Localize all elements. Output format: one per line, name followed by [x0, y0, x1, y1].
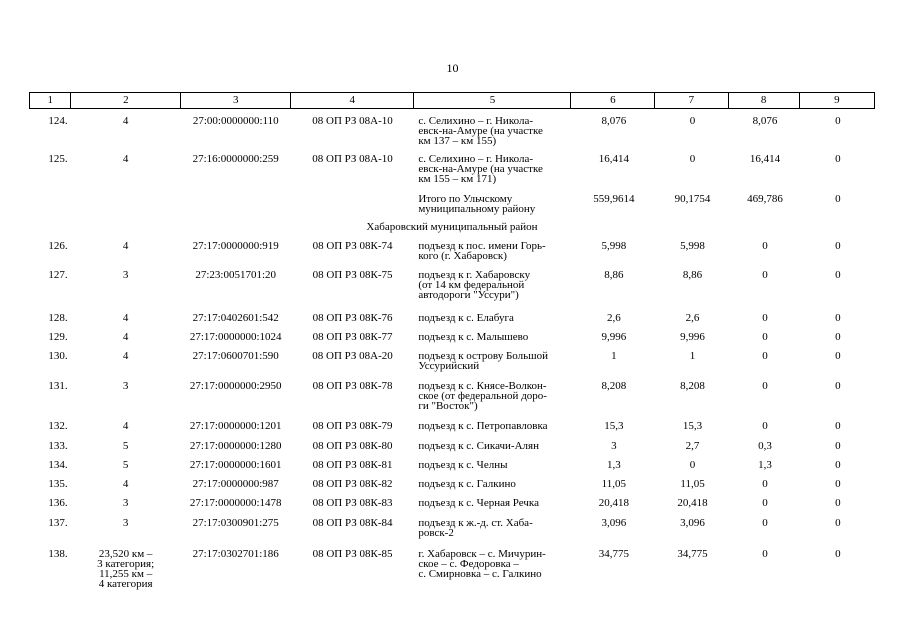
header-col-1: 1	[30, 93, 71, 108]
cadastral-number-cell: 27:17:0302701:186	[192, 548, 279, 560]
cadastral-number-cell: 27:17:0600701:590	[192, 350, 279, 362]
length-col-9-cell: 0	[835, 312, 841, 324]
length-total-cell: 8,86	[604, 269, 624, 281]
length-total-cell: 1	[611, 350, 617, 362]
road-name-cell: подъезд к пос. имени Горь- кого (г. Хабаровск)	[418, 240, 546, 262]
category-cell: 4	[122, 153, 129, 165]
length-col-9-cell: 0	[835, 331, 841, 343]
length-col-9-cell: 0	[835, 380, 841, 392]
header-col-4: 4	[291, 93, 414, 108]
length-col-7-cell: 8,86	[682, 269, 703, 281]
length-total-cell: 3,096	[601, 517, 627, 529]
table-row	[29, 479, 875, 489]
road-id-cell: 08 ОП РЗ 08К-78	[312, 380, 393, 392]
table-row	[29, 549, 875, 589]
road-name-cell: подъезд к с. Челны	[418, 459, 508, 471]
cadastral-number-cell: 27:23:0051701:20	[195, 269, 277, 281]
row-number-cell: 137.	[48, 517, 68, 529]
road-name-cell: подъезд к ж.-д. ст. Хаба- ровск-2	[418, 517, 533, 539]
road-id-cell: 08 ОП РЗ 08К-84	[312, 517, 393, 529]
table-row	[29, 518, 875, 538]
category-cell: 4	[122, 350, 129, 362]
row-number-cell: 130.	[48, 350, 68, 362]
length-col-8-cell: 0	[762, 548, 768, 560]
cadastral-number-cell: 27:17:0000000:2950	[189, 380, 282, 392]
length-col-8-cell: 0	[762, 240, 768, 252]
cadastral-number-cell: 27:17:0000000:1280	[189, 440, 282, 452]
category-cell: 4	[122, 331, 129, 343]
length-total-cell: 16,414	[598, 153, 629, 165]
category-cell: 3	[122, 380, 129, 392]
road-id-cell: 08 ОП РЗ 08К-81	[312, 459, 393, 471]
cadastral-number-cell: 27:17:0000000:987	[192, 478, 279, 490]
length-col-7-cell: 2,7	[685, 440, 700, 452]
length-col-7-cell: 15,3	[682, 420, 703, 432]
row-number-cell: 132.	[48, 420, 68, 432]
table-row	[29, 351, 875, 371]
table-row	[29, 460, 875, 470]
row-number-cell: 136.	[48, 497, 68, 509]
length-col-8-cell: 0	[762, 420, 768, 432]
category-cell	[71, 194, 181, 214]
cadastral-number-cell: 27:17:0000000:1478	[189, 497, 282, 509]
row-number-cell: 129.	[48, 331, 68, 343]
cadastral-number-cell: 27:17:0000000:1024	[189, 331, 282, 343]
length-col-8-cell: 0	[762, 350, 768, 362]
length-col-9-cell: 0	[835, 440, 841, 452]
length-col-7-cell: 90,1754	[674, 193, 711, 205]
length-col-7-cell: 34,775	[677, 548, 708, 560]
row-number-cell: 128.	[48, 312, 68, 324]
road-name-cell: с. Селихино – г. Никола- евск-на-Амуре (на участке км 137 – км 155)	[418, 115, 543, 147]
header-col-6: 6	[571, 93, 655, 108]
table-row	[29, 154, 875, 184]
length-col-8-cell: 0	[762, 380, 768, 392]
length-total-cell: 1,3	[606, 459, 621, 471]
category-cell: 3	[122, 269, 129, 281]
table-row	[29, 498, 875, 508]
table-row	[29, 441, 875, 451]
road-id-cell: 08 ОП РЗ 08К-75	[312, 269, 393, 281]
length-total-cell: 15,3	[604, 420, 624, 432]
road-name-cell: подъезд к с. Петропавловка	[418, 420, 548, 432]
length-col-9-cell: 0	[835, 350, 841, 362]
length-total-cell: 5,998	[601, 240, 627, 252]
road-name-cell: г. Хабаровск – с. Мичурин- ское – с. Федоровка – с. Смирновка – с. Галкино	[418, 548, 546, 580]
category-cell: 5	[122, 440, 129, 452]
length-col-7-cell: 0	[689, 459, 696, 471]
length-col-8-cell: 0	[762, 497, 768, 509]
row-number-cell: 125.	[48, 153, 68, 165]
table-row	[29, 270, 875, 300]
road-name-cell: подъезд к с. Княсе-Волкон- ское (от федеральной доро- ги "Восток")	[418, 380, 547, 412]
row-number-cell: 124.	[48, 115, 68, 127]
cadastral-number-cell: 27:16:0000000:259	[192, 153, 279, 165]
length-col-7-cell: 0	[689, 153, 696, 165]
road-id-cell: 08 ОП РЗ 08А-20	[312, 350, 393, 362]
length-total-cell: 9,996	[601, 331, 627, 343]
row-number-cell: 138.	[48, 548, 68, 560]
header-col-8: 8	[729, 93, 800, 108]
category-cell: 4	[122, 478, 129, 490]
cadastral-number-cell: 27:17:0000000:1201	[189, 420, 282, 432]
length-total-cell: 3	[611, 440, 617, 452]
length-total-cell: 11,05	[601, 478, 627, 490]
cadastral-number-cell: 27:17:0000000:919	[192, 240, 279, 252]
table-row	[29, 332, 875, 342]
header-col-2: 2	[71, 93, 181, 108]
category-cell: 4	[122, 115, 129, 127]
length-col-7-cell: 1	[689, 350, 696, 362]
header-col-9: 9	[834, 94, 840, 106]
length-col-9-cell: 0	[835, 478, 841, 490]
length-col-8-cell: 0,3	[758, 440, 772, 452]
road-name-cell: подъезд к с. Галкино	[418, 478, 516, 490]
row-number-cell: 134.	[48, 459, 68, 471]
length-col-7-cell: 2,6	[685, 312, 700, 324]
row-number-cell	[29, 194, 71, 214]
header-col-7: 7	[655, 93, 728, 108]
cadastral-number-cell: 27:17:0000000:1601	[189, 459, 282, 471]
table-row	[29, 313, 875, 323]
length-col-8-cell: 0	[762, 517, 768, 529]
section-title: Хабаровский муниципальный район	[366, 221, 538, 233]
category-cell: 4	[122, 312, 129, 324]
length-total-cell: 8,076	[601, 115, 627, 127]
category-cell: 4	[122, 420, 129, 432]
table-header	[29, 92, 875, 109]
length-col-9-cell: 0	[835, 420, 841, 432]
row-number-cell: 131.	[48, 380, 68, 392]
table-row	[29, 421, 875, 431]
row-number-cell: 127.	[48, 269, 68, 281]
road-id-cell	[291, 194, 415, 214]
road-id-cell: 08 ОП РЗ 08К-74	[312, 240, 393, 252]
length-col-9-cell: 0	[835, 548, 841, 560]
road-name-cell: Итого по Ульчскому муниципальному району	[418, 193, 536, 215]
table-row	[29, 241, 875, 261]
table-row	[29, 116, 875, 146]
road-id-cell: 08 ОП РЗ 08К-77	[312, 331, 393, 343]
length-col-7-cell: 3,096	[680, 517, 705, 529]
table-row	[29, 194, 875, 214]
length-total-cell: 559,9614	[593, 193, 635, 205]
category-cell: 3	[122, 497, 129, 509]
road-id-cell: 08 ОП РЗ 08А-10	[312, 153, 393, 165]
road-name-cell: подъезд к г. Хабаровску (от 14 км федеральной автодороги "Уссури")	[418, 269, 531, 301]
length-col-8-cell: 0	[762, 478, 768, 490]
length-col-9-cell: 0	[835, 459, 841, 471]
road-id-cell: 08 ОП РЗ 08К-85	[312, 548, 393, 560]
length-col-8-cell: 0	[762, 331, 768, 343]
cadastral-number-cell	[181, 194, 291, 214]
length-col-9-cell: 0	[835, 517, 841, 529]
length-total-cell: 2,6	[606, 312, 621, 324]
cadastral-number-cell: 27:17:0402601:542	[192, 312, 279, 324]
road-name-cell: с. Селихино – г. Никола- евск-на-Амуре (на участке км 155 – км 171)	[418, 153, 543, 185]
length-col-9-cell: 0	[835, 193, 841, 205]
length-col-9-cell: 0	[835, 240, 841, 252]
length-col-8-cell: 16,414	[749, 153, 781, 165]
length-col-7-cell: 8,208	[680, 380, 705, 392]
length-col-8-cell: 8,076	[752, 115, 778, 127]
category-cell: 5	[122, 459, 129, 471]
category-cell: 23,520 км – 3 категория; 11,255 км – 4 категория	[97, 548, 155, 590]
table-row	[29, 381, 875, 411]
road-id-cell: 08 ОП РЗ 08К-80	[312, 440, 393, 452]
length-col-9-cell: 0	[835, 153, 841, 165]
road-id-cell: 08 ОП РЗ 08К-79	[312, 420, 393, 432]
cadastral-number-cell: 27:17:0300901:275	[192, 517, 279, 529]
road-name-cell: подъезд к острову Большой Уссурийский	[418, 350, 548, 372]
road-id-cell: 08 ОП РЗ 08К-76	[312, 312, 393, 324]
length-col-9-cell: 0	[835, 497, 841, 509]
length-col-7-cell: 5,998	[680, 240, 705, 252]
length-col-7-cell: 11,05	[680, 478, 705, 490]
length-col-8-cell: 1,3	[758, 459, 772, 471]
length-col-9-cell: 0	[835, 115, 841, 127]
row-number-cell: 133.	[48, 440, 68, 452]
length-col-8-cell: 0	[762, 269, 768, 281]
road-name-cell: подъезд к с. Елабуга	[418, 312, 514, 324]
road-id-cell: 08 ОП РЗ 08К-83	[312, 497, 393, 509]
length-col-7-cell: 20,418	[677, 497, 708, 509]
road-name-cell: подъезд к с. Черная Речка	[418, 497, 539, 509]
road-id-cell: 08 ОП РЗ 08А-10	[312, 115, 393, 127]
category-cell: 3	[122, 517, 129, 529]
length-col-7-cell: 0	[689, 115, 696, 127]
row-number-cell: 126.	[48, 240, 68, 252]
length-col-8-cell: 469,786	[747, 193, 783, 205]
length-col-7-cell: 9,996	[680, 331, 705, 343]
header-col-3: 3	[181, 93, 291, 108]
length-col-8-cell: 0	[762, 312, 768, 324]
header-col-5: 5	[414, 93, 571, 108]
row-number-cell: 135.	[48, 478, 68, 490]
length-total-cell: 20,418	[598, 497, 629, 509]
length-total-cell: 34,775	[598, 548, 629, 560]
page-number: 10	[446, 61, 459, 75]
road-name-cell: подъезд к с. Сикачи-Алян	[418, 440, 539, 452]
road-id-cell: 08 ОП РЗ 08К-82	[312, 478, 393, 490]
length-col-9-cell: 0	[835, 269, 841, 281]
road-name-cell: подъезд к с. Малышево	[418, 331, 529, 343]
cadastral-number-cell: 27:00:0000000:110	[192, 115, 279, 127]
length-total-cell: 8,208	[601, 380, 627, 392]
category-cell: 4	[122, 240, 129, 252]
